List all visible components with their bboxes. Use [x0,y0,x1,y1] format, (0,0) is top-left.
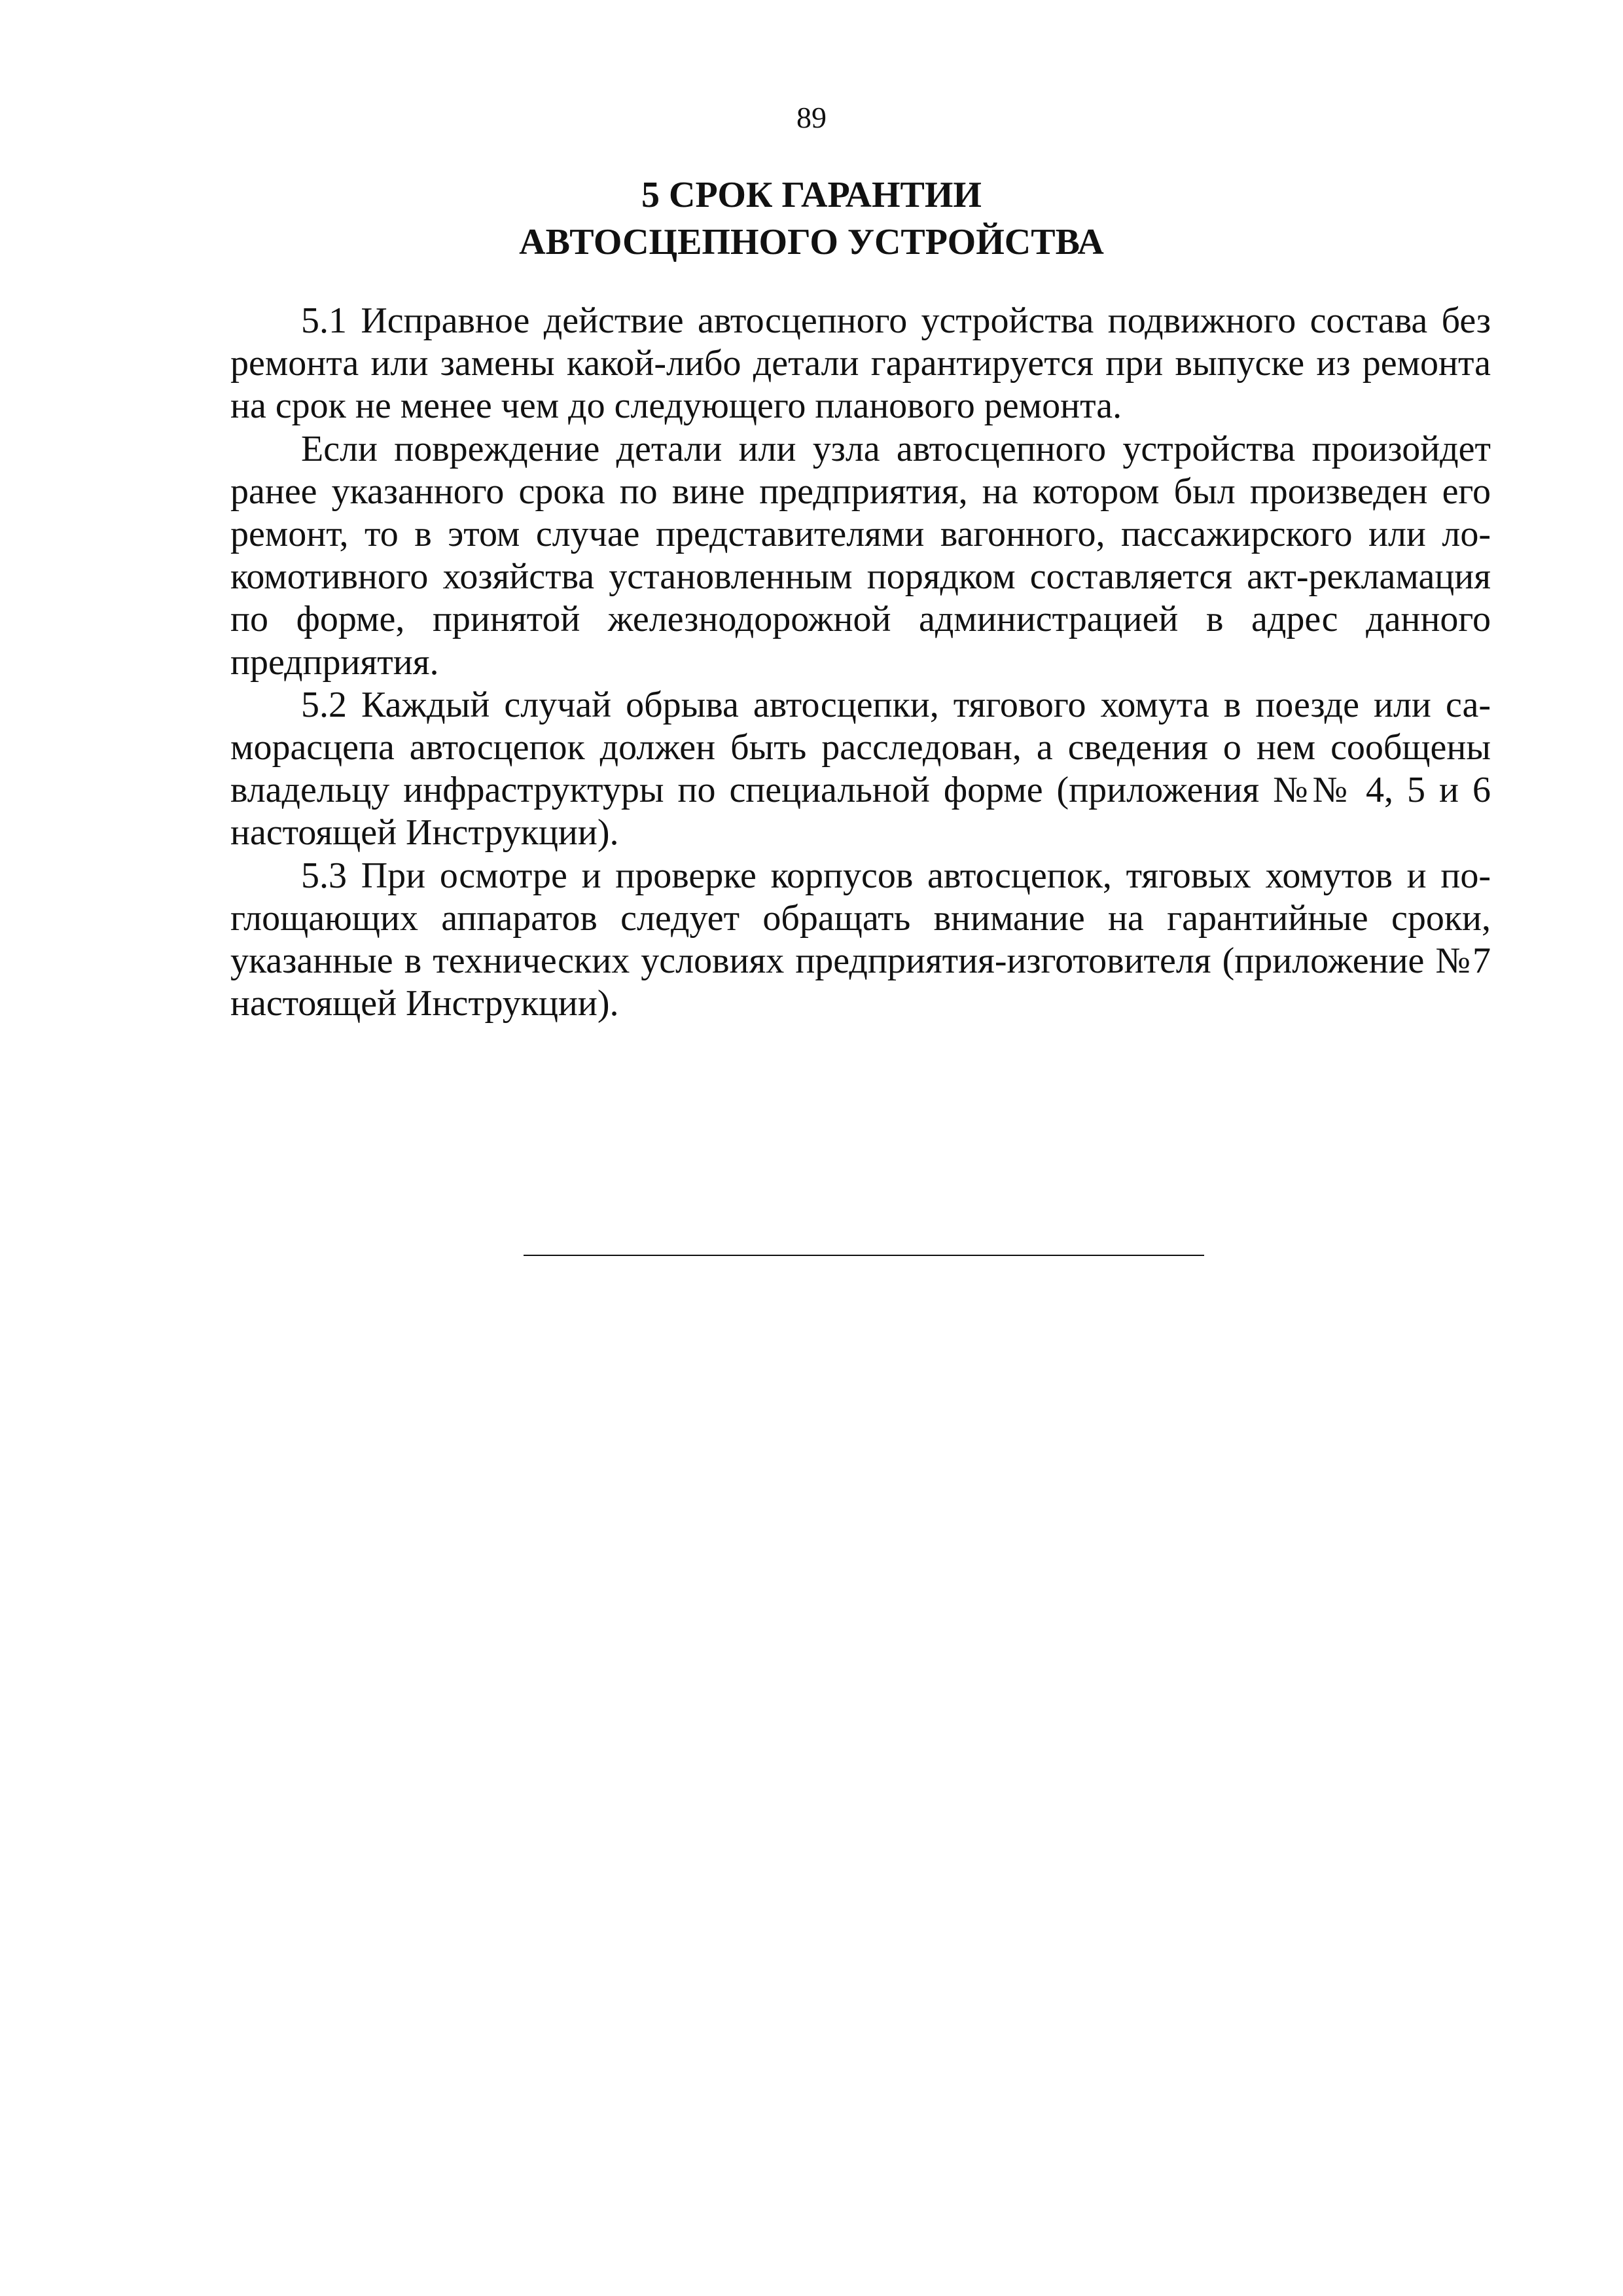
body-text [230,300,1491,1025]
paragraph-5-2: 5.2 Каждый случай обрыва автосцепки, тягового хомута в поезде или саморасцепа автосцепок должен быть расследован, а сведения о нем сообщены владельцу инфраструктуры по специальной форме (приложения №№ 4, 5 и 6 настоящей Инструкции). [230,684,1491,853]
section-title-line-2: АВТОСЦЕПНОГО УСТРОЙСТВА [519,222,1104,262]
section-title [0,171,1623,266]
page-number: 89 [796,101,827,134]
paragraph-5-1: 5.1 Исправное действие автосцепного устройства подвижного состава без ремонта или замены какой-либо детали гарантируется при выпуске из ремонта на срок не менее чем до следующего планового ремонта. [230,300,1491,427]
end-separator-line [524,1255,1204,1256]
paragraph-damage-claim: Если повреждение детали или узла автосцепного устройства произойдет ранее указанного срока по вине предприятия, на котором был произведен его ремонт, то в этом случае представителями вагонного, пассажирского или локомотивного хозяйства установленным порядком составляется акт-рекламация по форме, принятой железнодорожной администрацией в адрес данного предприятия. [230,428,1491,683]
paragraph-5-3: 5.3 При осмотре и проверке корпусов автосцепок, тяговых хомутов и поглощающих аппаратов следует обращать внимание на гарантийные сроки, указанные в технических условиях предприятия-изготовителя (приложение №7 настоящей Инструкции). [230,855,1491,1024]
section-title-line-1: 5 СРОК ГАРАНТИИ [641,175,982,215]
